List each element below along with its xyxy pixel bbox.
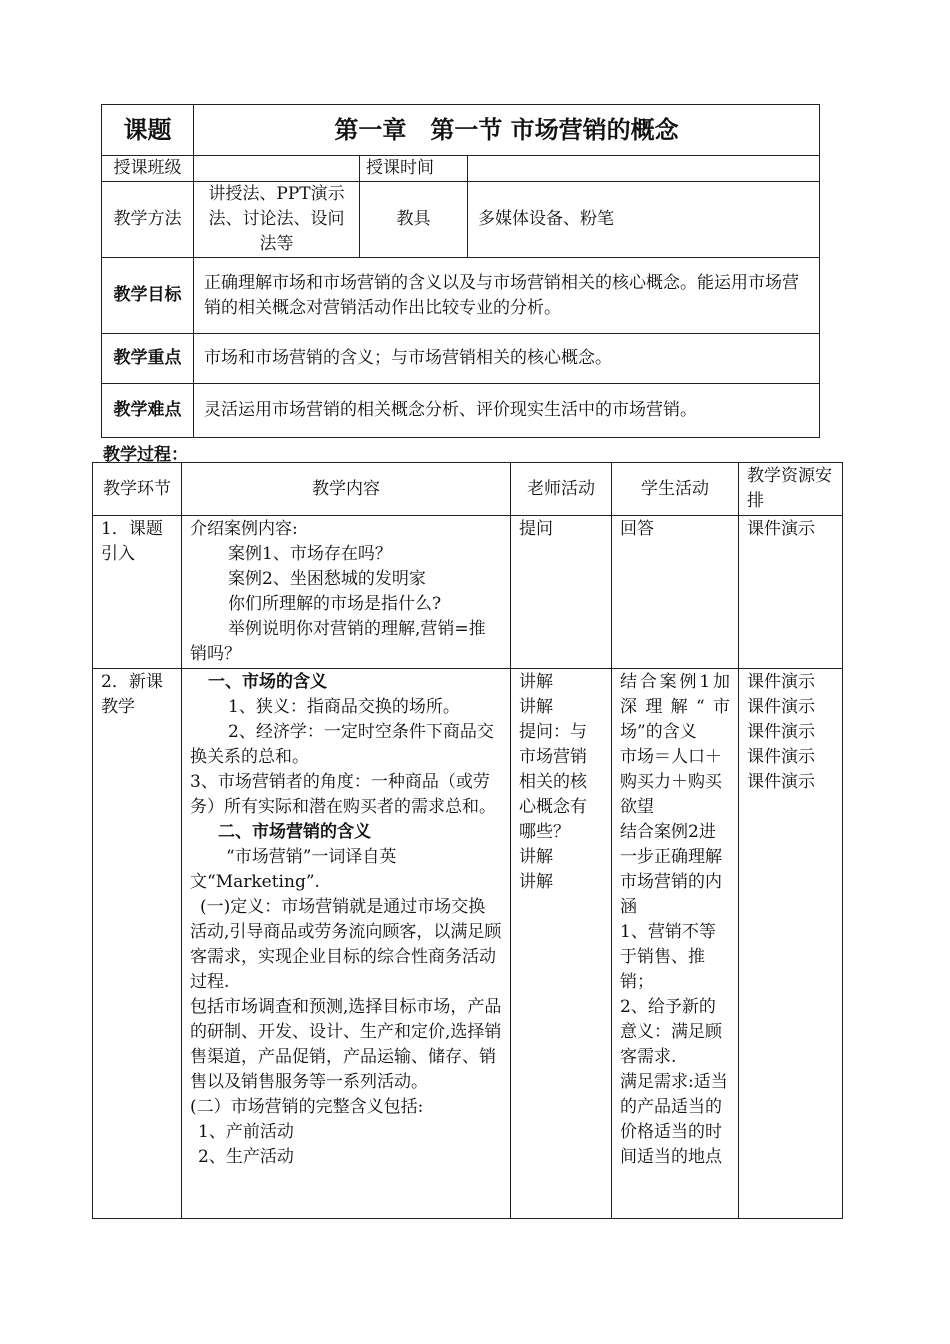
content-cell bbox=[182, 516, 511, 669]
time-label: 授课时间 bbox=[360, 156, 468, 182]
teacher-activity: 提问：与市场营销相关的核心概念有哪些？ bbox=[519, 722, 587, 842]
teacher-activity: 讲解 bbox=[519, 872, 553, 892]
content-line: 介绍案例内容: bbox=[190, 519, 298, 539]
teacher-cell bbox=[511, 516, 612, 669]
process-label: 教学过程： bbox=[103, 445, 188, 465]
content-line: 举例说明你对营销的理解,营销=推销吗？ bbox=[190, 619, 486, 664]
content-line: (一)定义：市场营销就是通过市场交换活动,引导商品或劳务流向顾客，以满足顾客需求，实现企业目标的综合性商务活动过程. bbox=[190, 897, 502, 992]
resource-item: 课件演示 bbox=[747, 722, 815, 742]
content-line: 你们所理解的市场是指什么? bbox=[228, 594, 442, 614]
table-row bbox=[93, 669, 843, 1219]
student-cell bbox=[612, 669, 739, 1219]
resource-item: 课件演示 bbox=[747, 747, 815, 767]
student-activity: 2、给予新的意义：满足顾客需求. bbox=[620, 997, 722, 1067]
section-heading: 二、市场营销的含义 bbox=[218, 822, 371, 842]
col-header-stage: 教学环节 bbox=[93, 463, 182, 516]
student-activity: 1、营销不等于销售、推销； bbox=[620, 922, 716, 992]
resource-item: 课件演示 bbox=[747, 519, 815, 539]
teacher-activity: 讲解 bbox=[519, 672, 553, 692]
resource-item: 课件演示 bbox=[747, 772, 815, 792]
tools-label: 教具 bbox=[360, 182, 468, 258]
stage-cell: 1．课题引入 bbox=[93, 516, 182, 669]
stage-cell: 2．新课教学 bbox=[93, 669, 182, 1219]
resource-cell bbox=[739, 516, 843, 669]
class-value bbox=[194, 156, 360, 182]
key-point-value: 市场和市场营销的含义；与市场营销相关的核心概念。 bbox=[194, 334, 820, 384]
student-activity: 结合案例2进一步正确理解市场营销的内涵 bbox=[620, 822, 722, 917]
col-header-resources: 教学资源安排 bbox=[739, 463, 843, 516]
student-activity: 结合案例1加深理解“市场”的含义 bbox=[620, 672, 730, 742]
student-activity: 回答 bbox=[620, 519, 654, 539]
resource-item: 课件演示 bbox=[747, 672, 815, 692]
goal-label: 教学目标 bbox=[102, 258, 194, 334]
topic-label: 课题 bbox=[102, 105, 194, 156]
col-header-content: 教学内容 bbox=[182, 463, 511, 516]
difficulty-label: 教学难点 bbox=[102, 384, 194, 438]
content-line: 案例2、坐困愁城的发明家 bbox=[228, 569, 426, 589]
content-line: 1、狭义：指商品交换的场所。 bbox=[228, 697, 460, 717]
content-cell bbox=[182, 669, 511, 1219]
process-table bbox=[92, 462, 843, 1219]
time-value bbox=[468, 156, 820, 182]
content-line: 包括市场调查和预测,选择目标市场，产品的研制、开发、设计、生产和定价,选择销售渠道，产品促销，产品运输、储存、销售以及销售服务等一系列活动。 bbox=[190, 997, 502, 1092]
content-line: 案例1、市场存在吗？ bbox=[228, 544, 392, 564]
teacher-cell bbox=[511, 669, 612, 1219]
content-line: 3、市场营销者的角度：一种商品（或劳务）所有实际和潜在购买者的需求总和。 bbox=[190, 772, 496, 817]
key-point-label: 教学重点 bbox=[102, 334, 194, 384]
difficulty-value: 灵活运用市场营销的相关概念分析、评价现实生活中的市场营销。 bbox=[194, 384, 820, 438]
content-line: 2、经济学：一定时空条件下商品交换关系的总和。 bbox=[190, 722, 494, 767]
tools-value: 多媒体设备、粉笔 bbox=[468, 182, 820, 258]
method-label: 教学方法 bbox=[102, 182, 194, 258]
table-row bbox=[93, 516, 843, 669]
section-heading: 一、市场的含义 bbox=[208, 672, 327, 692]
content-line: 1、产前活动 bbox=[198, 1122, 294, 1142]
student-activity: 满足需求:适当的产品适当的价格适当的时间适当的地点 bbox=[620, 1072, 728, 1167]
resource-cell bbox=[739, 669, 843, 1219]
content-line: 2、生产活动 bbox=[198, 1147, 294, 1167]
course-info-table bbox=[101, 104, 820, 438]
col-header-teacher: 老师活动 bbox=[511, 463, 612, 516]
method-value: 讲授法、PPT演示法、讨论法、设问法等 bbox=[194, 182, 360, 258]
resource-item: 课件演示 bbox=[747, 697, 815, 717]
student-cell bbox=[612, 516, 739, 669]
goal-value: 正确理解市场和市场营销的含义以及与市场营销相关的核心概念。能运用市场营销的相关概念对营销活动作出比较专业的分析。 bbox=[194, 258, 820, 334]
content-line: “市场营销”一词译自英文“Marketing”. bbox=[190, 847, 397, 892]
col-header-student: 学生活动 bbox=[612, 463, 739, 516]
content-line: (二）市场营销的完整含义包括: bbox=[190, 1097, 424, 1117]
teacher-activity: 讲解 bbox=[519, 697, 553, 717]
teacher-activity: 讲解 bbox=[519, 847, 553, 867]
page-title: 第一章 第一节 市场营销的概念 bbox=[194, 105, 820, 156]
teacher-activity: 提问 bbox=[519, 519, 553, 539]
class-label: 授课班级 bbox=[102, 156, 194, 182]
student-activity: 市场＝人口＋购买力＋购买欲望 bbox=[620, 747, 722, 817]
